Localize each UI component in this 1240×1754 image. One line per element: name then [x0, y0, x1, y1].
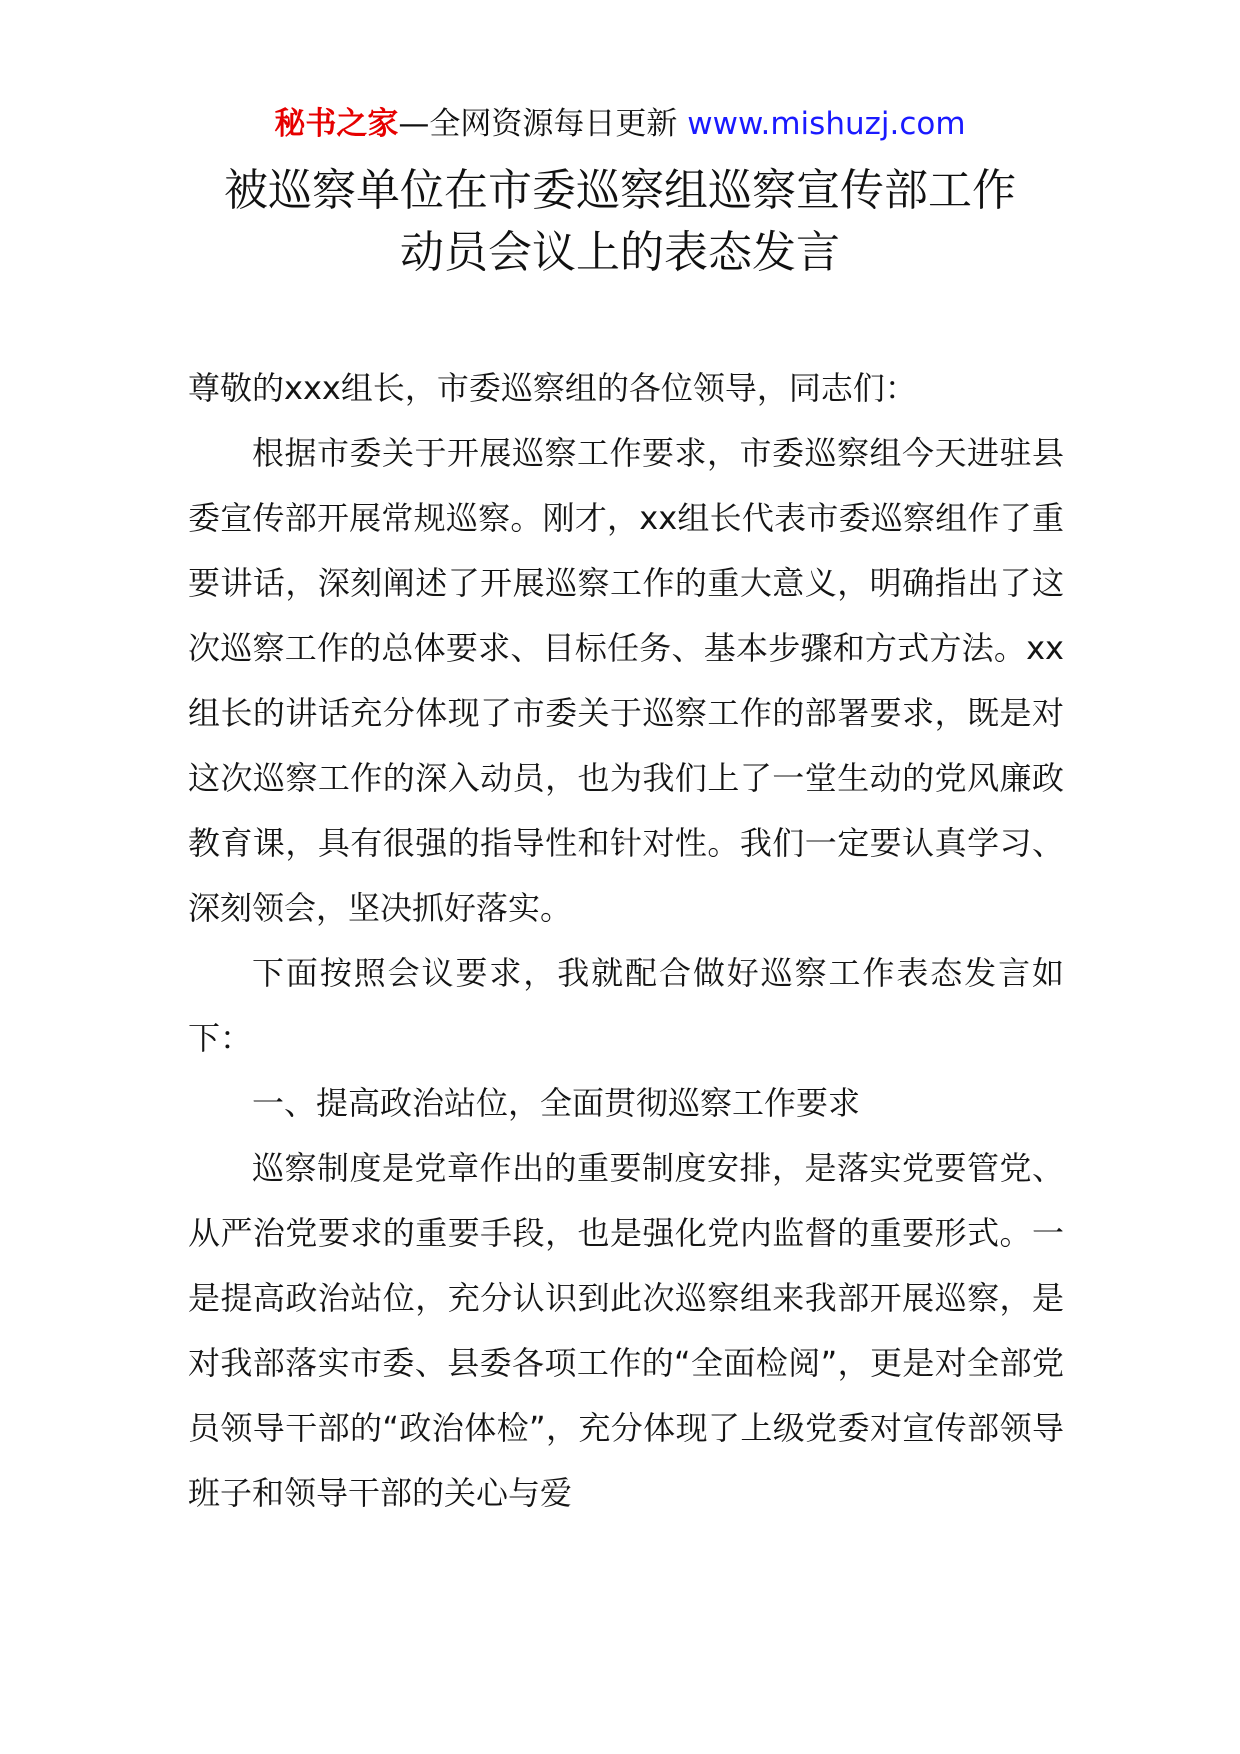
document-body: [188, 356, 1064, 1526]
salutation: 尊敬的xxx组长，市委巡察组的各位领导，同志们：: [188, 369, 917, 407]
brand-name: 秘书之家: [274, 106, 399, 142]
header-tagline: —全网资源每日更新: [398, 106, 678, 142]
title-line-1: 被巡察单位在市委巡察组巡察宣传部工作: [224, 165, 1016, 216]
paragraph-1: 根据市委关于开展巡察工作要求，市委巡察组今天进驻县委宣传部开展常规巡察。刚才，xx组长代表市委巡察组作了重要讲话，深刻阐述了开展巡察工作的重大意义，明确指出了这次巡察工作的总体要求、目标任务、基本步骤和方式方法。xx组长的讲话充分体现了市委关于巡察工作的部署要求，既是对这次巡察工作的深入动员，也为我们上了一堂生动的党风廉政教育课，具有很强的指导性和针对性。我们一定要认真学习、深刻领会，坚决抓好落实。: [188, 434, 1064, 927]
site-header: [0, 102, 1240, 146]
paragraph-2: 下面按照会议要求，我就配合做好巡察工作表态发言如下：: [188, 954, 1064, 1057]
site-url-link[interactable]: www.mishuzj.com: [687, 106, 966, 142]
title-line-2: 动员会议上的表态发言: [400, 227, 840, 278]
section-heading-1: 一、提高政治站位，全面贯彻巡察工作要求: [252, 1084, 861, 1122]
paragraph-3: 巡察制度是党章作出的重要制度安排，是落实党要管党、从严治党要求的重要手段，也是强化党内监督的重要形式。一是提高政治站位，充分认识到此次巡察组来我部开展巡察，是对我部落实市委、县委各项工作的“全面检阅”，更是对全部党员领导干部的“政治体检”，充分体现了上级党委对宣传部领导班子和领导干部的关心与爱: [188, 1149, 1064, 1512]
document-title: [100, 160, 1140, 284]
